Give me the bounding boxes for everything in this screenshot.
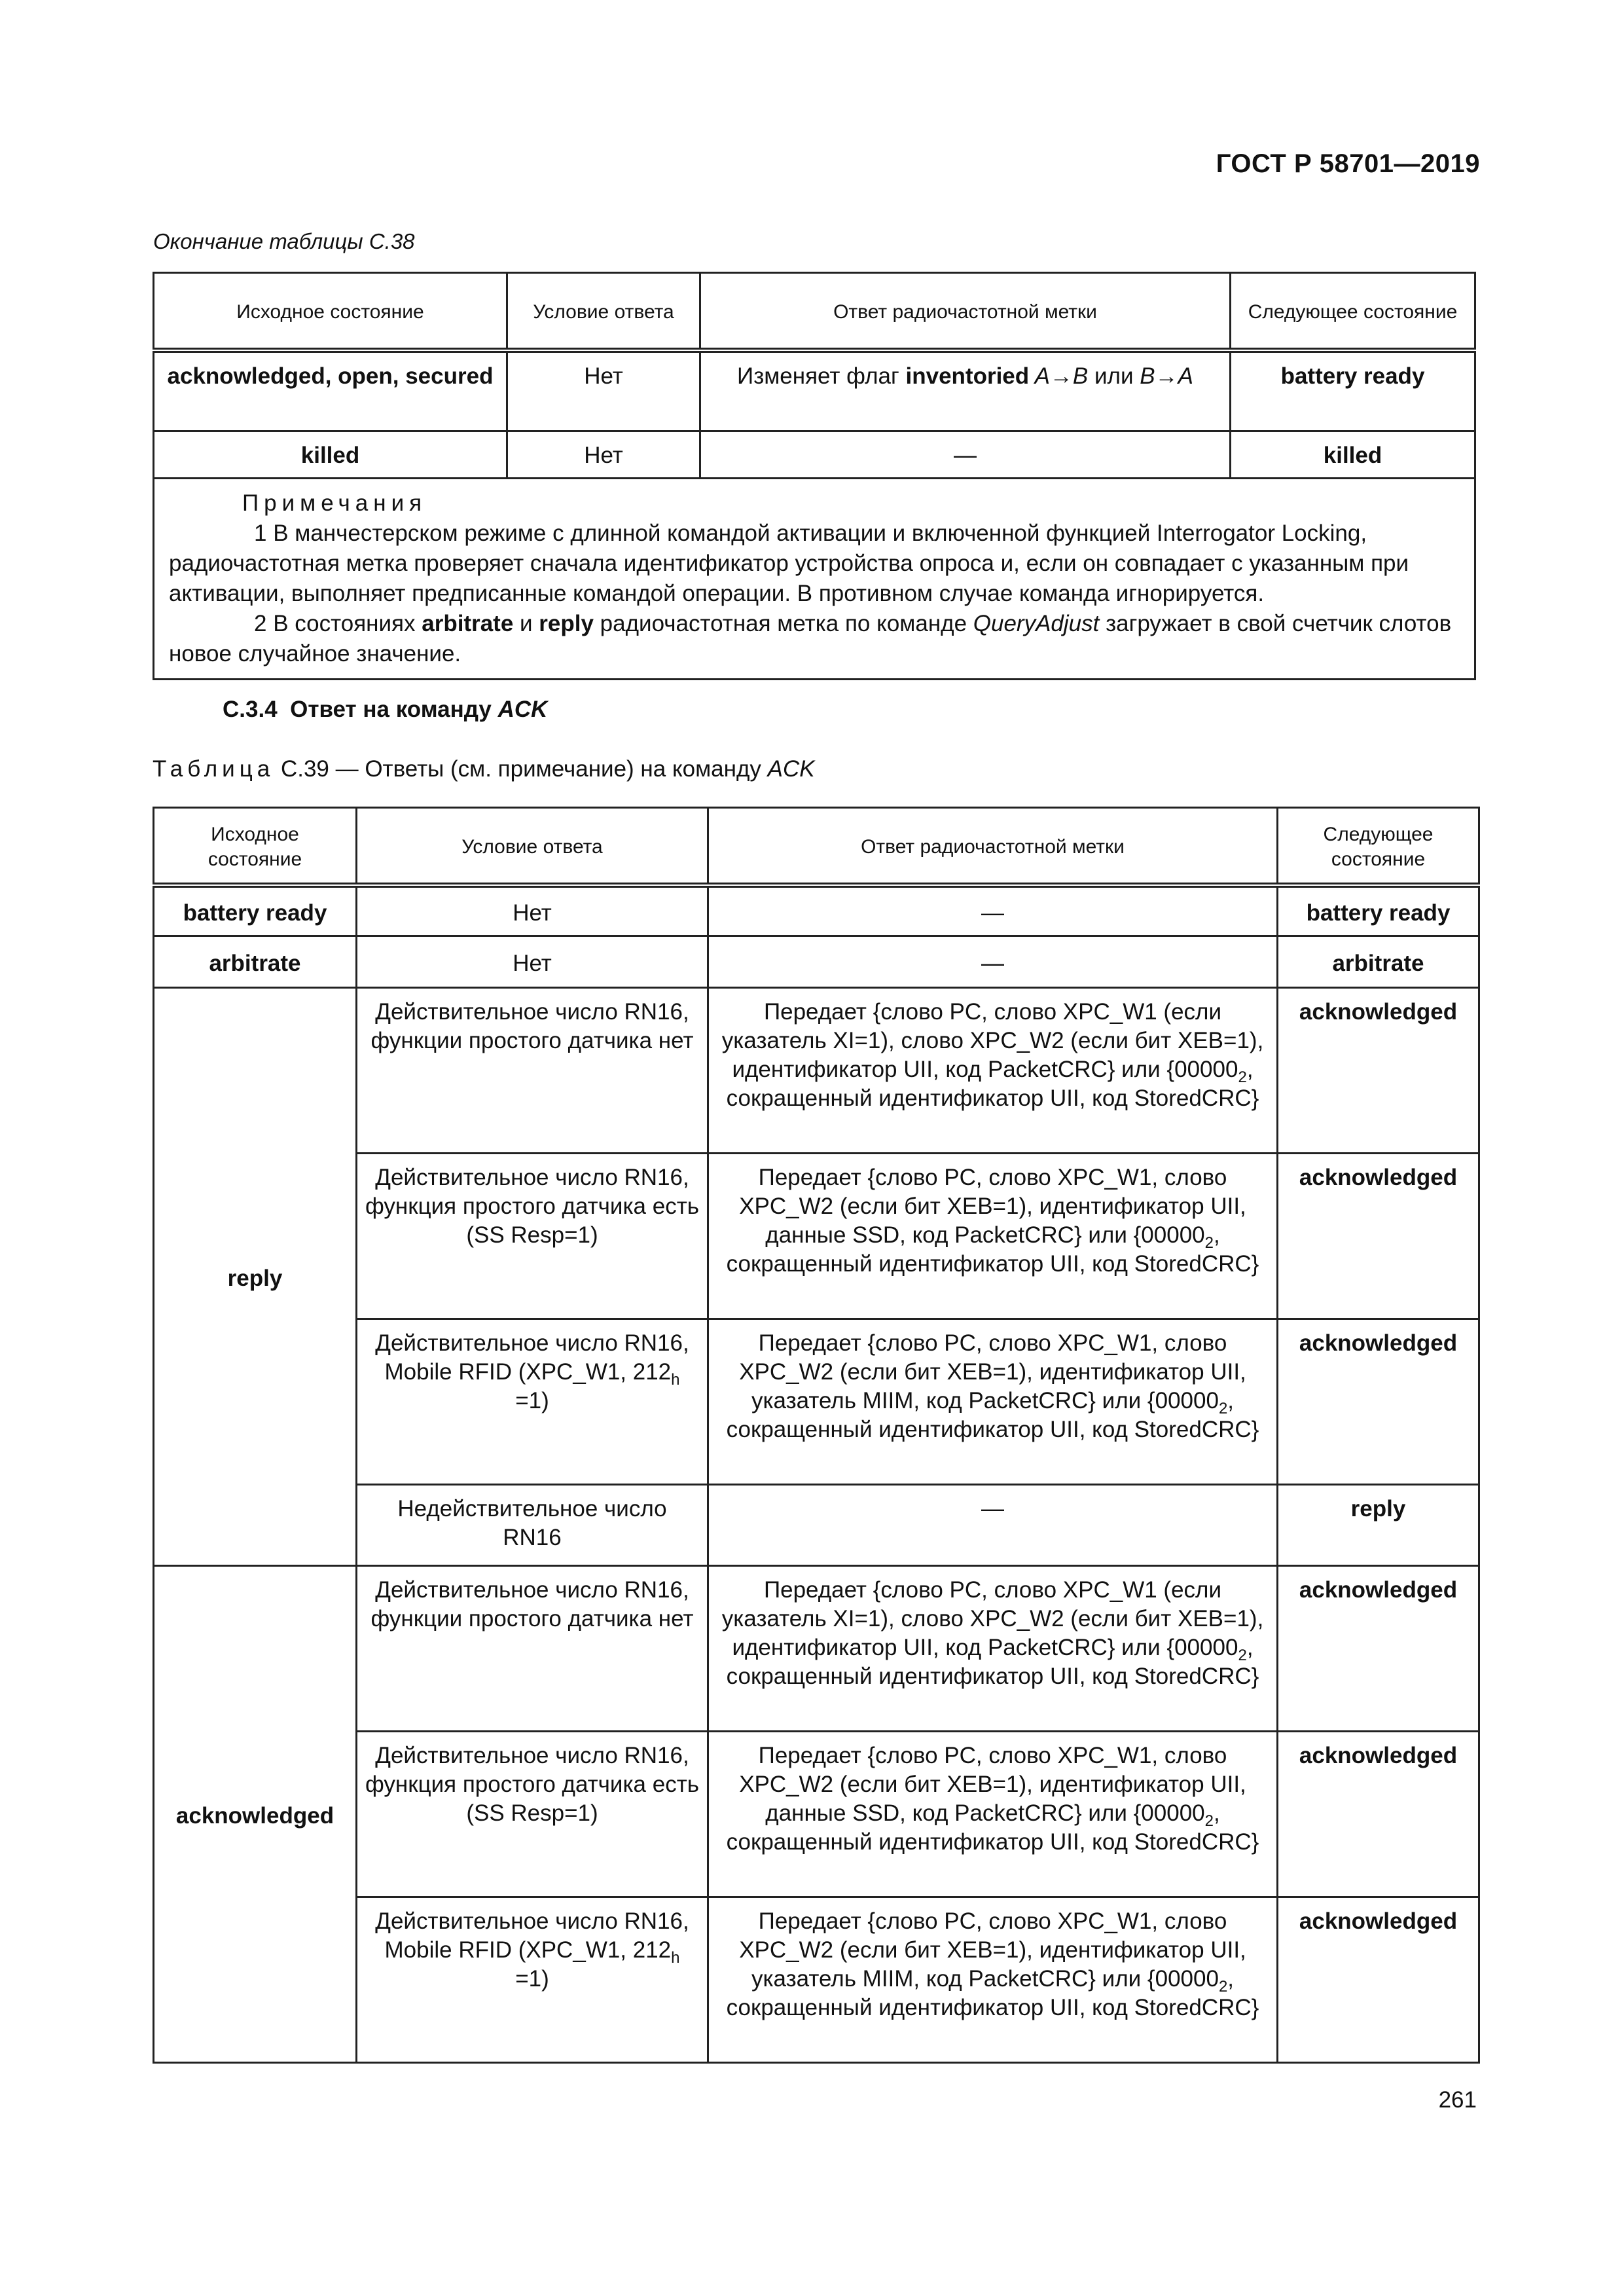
cell-state-acknowledged: acknowledged	[154, 1566, 357, 2063]
col-header-response: Ответ радиочастотной метки	[708, 808, 1278, 885]
cell-condition: Действительное число RN16, функции простого датчика нет	[357, 988, 708, 1154]
table-row	[154, 885, 1479, 936]
cell-response: Передает {слово PC, слово XPC_W1, слово XPC_W2 (если бит XEB=1), идентификатор UII, указатель MIIM, код PacketCRC} или {$00000_2$, сокращенный идентификатор UII, код StoredCRC}	[708, 1897, 1278, 2063]
table-title: Таблица С.39 — Ответы (см. примечание) на команду ACK	[153, 756, 815, 782]
cell-next: arbitrate	[1278, 936, 1479, 988]
cell-next: reply	[1278, 1485, 1479, 1566]
col-header-condition: Условие ответа	[507, 273, 700, 350]
cell-response: Передает {слово PC, слово XPC_W1, слово XPC_W2 (если бит XEB=1), идентификатор UII, данные SSD, код PacketCRC} или {$00000_2$, сокращенный идентификатор UII, код StoredCRC}	[708, 1154, 1278, 1319]
cell-state: acknowledged, open, secured	[154, 350, 507, 431]
cell-condition: Нет	[357, 885, 708, 936]
cell-next: acknowledged	[1278, 988, 1479, 1154]
col-header-state: Исходное состояние	[154, 808, 357, 885]
section-title: С.3.4 Ответ на команду ACK	[223, 697, 548, 722]
cell-response: —	[708, 936, 1278, 988]
cell-next: acknowledged	[1278, 1897, 1479, 2063]
cell-response: —	[700, 431, 1231, 479]
cell-response: Передает {слово PC, слово XPC_W1 (если указатель XI=1), слово XPC_W2 (если бит XEB=1), идентификатор UII, код PacketCRC} или {$00000_2$, сокращенный идентификатор UII, код StoredCRC}	[708, 1566, 1278, 1732]
note-2: 2 В состояниях arbitrate и reply радиочастотная метка по команде QueryAdjust загружает в свой счетчик слотов новое случайное значение.	[169, 611, 1452, 666]
col-header-next: Следующее состояние	[1278, 808, 1479, 885]
cell-response: Передает {слово PC, слово XPC_W1 (если указатель XI=1), слово XPC_W2 (если бит XEB=1), идентификатор UII, код PacketCRC} или {$00000_2$, сокращенный идентификатор UII, код StoredCRC}	[708, 988, 1278, 1154]
cell-next: battery ready	[1278, 885, 1479, 936]
table-row	[154, 350, 1475, 431]
table-continuation-caption: Окончание таблицы С.38	[153, 229, 415, 253]
cell-next: killed	[1231, 431, 1475, 479]
cell-condition: Нет	[357, 936, 708, 988]
cell-condition: Действительное число RN16, функция простого датчика есть (SS Resp=1)	[357, 1732, 708, 1897]
table-c39	[153, 807, 1480, 2064]
cell-response: —	[708, 885, 1278, 936]
col-header-state: Исходное состояние	[154, 273, 507, 350]
col-header-condition: Условие ответа	[357, 808, 708, 885]
cell-response: Передает {слово PC, слово XPC_W1, слово XPC_W2 (если бит XEB=1), идентификатор UII, указатель MIIM, код PacketCRC} или {$00000_2$, сокращенный идентификатор UII, код StoredCRC}	[708, 1319, 1278, 1485]
cell-state: killed	[154, 431, 507, 479]
page-number: 261	[1438, 2087, 1477, 2113]
table-row	[154, 936, 1479, 988]
col-header-response: Ответ радиочастотной метки	[700, 273, 1231, 350]
cell-response: Изменяет флаг inventoried A→B или B→A	[700, 350, 1231, 431]
note-1: 1 В манчестерском режиме с длинной командой активации и включенной функцией Interrogator Locking, радиочастотная метка проверяет сначала идентификатор устройства опроса и, если он совпадает с указанным при активации, выполняет предписанные командой операции. В противном случае команда игнорируется.	[169, 520, 1409, 606]
table-c38	[153, 272, 1476, 680]
cell-next: acknowledged	[1278, 1566, 1479, 1732]
cell-condition: Действительное число RN16, Mobile RFID (XPC_W1, $212_h =1$)	[357, 1897, 708, 2063]
cell-response: —	[708, 1485, 1278, 1566]
cell-next: acknowledged	[1278, 1154, 1479, 1319]
cell-state: battery ready	[154, 885, 357, 936]
cell-condition: Нет	[507, 431, 700, 479]
cell-next: acknowledged	[1278, 1732, 1479, 1897]
document-code: ГОСТ Р 58701—2019	[1216, 149, 1480, 178]
notes-cell	[154, 479, 1475, 680]
cell-condition: Действительное число RN16, функции простого датчика нет	[357, 1566, 708, 1732]
cell-condition: Нет	[507, 350, 700, 431]
notes-row	[154, 479, 1475, 680]
cell-next: acknowledged	[1278, 1319, 1479, 1485]
cell-condition: Действительное число RN16, Mobile RFID (XPC_W1, $212_h =1$)	[357, 1319, 708, 1485]
table-row	[154, 431, 1475, 479]
cell-state-reply: reply	[154, 988, 357, 1566]
col-header-next: Следующее состояние	[1231, 273, 1475, 350]
cell-condition: Действительное число RN16, функция простого датчика есть (SS Resp=1)	[357, 1154, 708, 1319]
table-row	[154, 1566, 1479, 1732]
table-row	[154, 988, 1479, 1154]
cell-response: Передает {слово PC, слово XPC_W1, слово XPC_W2 (если бит XEB=1), идентификатор UII, данные SSD, код PacketCRC} или {$00000_2$, сокращенный идентификатор UII, код StoredCRC}	[708, 1732, 1278, 1897]
cell-state: arbitrate	[154, 936, 357, 988]
notes-title: Примечания	[242, 490, 427, 516]
cell-condition: Недействительное число RN16	[357, 1485, 708, 1566]
cell-next: battery ready	[1231, 350, 1475, 431]
